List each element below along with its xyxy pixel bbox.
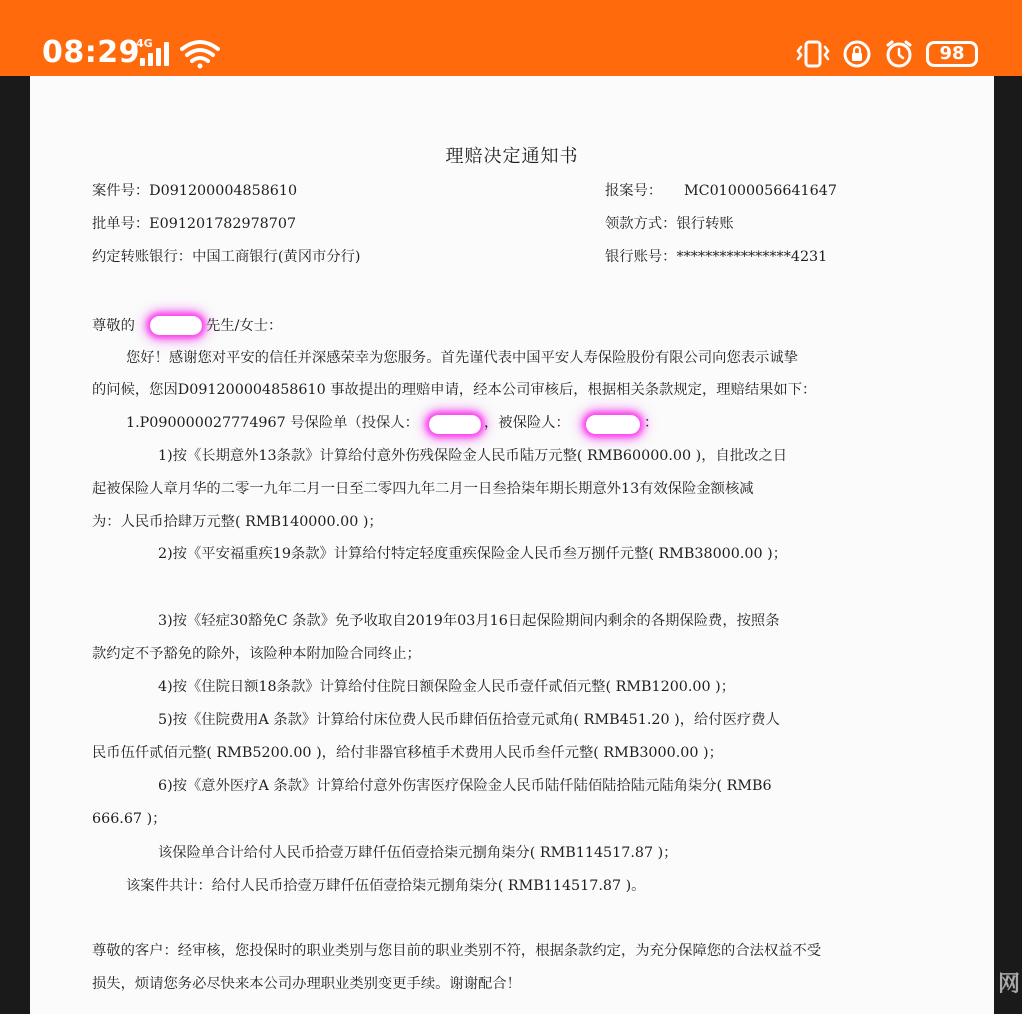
item-6-line-2: 666.67 )； — [92, 811, 167, 827]
report-number-label: 报案号： — [605, 183, 663, 199]
report-number-value: MC01000056641647 — [684, 183, 837, 199]
occupation-notice-line-2: 损失，烦请您务必尽快来本公司办理职业类别变更手续。谢谢配合！ — [92, 976, 521, 992]
claim-decision-document — [30, 76, 994, 1014]
redacted-name-mark — [150, 316, 202, 335]
cellular-wifi-indicator — [136, 36, 228, 72]
item-3-line-2: 款约定不予豁免的除外，该险种本附加险合同终止； — [92, 646, 421, 662]
alarm-icon — [884, 39, 914, 69]
wifi-icon — [182, 42, 218, 69]
policy-total: 该保险单合计给付人民币拾壹万肆仟伍佰壹拾柒元捌角柒分( RMB114517.87 )； — [158, 845, 678, 861]
document-title: 理赔决定通知书 — [445, 146, 579, 167]
item-1-line-1: 1)按《长期意外13条款》计算给付意外伤残保险金人民币陆万元整( RMB60000.00 )，自批改之日 — [158, 448, 788, 464]
status-icons — [796, 36, 978, 72]
item-5-line-2: 民币伍仟贰佰元整( RMB5200.00 )，给付非器官移植手术费用人民币叁仟元整( RMB3000.00 )； — [92, 745, 723, 761]
occupation-notice-line-1: 尊敬的客户：经审核，您投保时的职业类别与您目前的职业类别不符，根据条款约定，为充分保障您的合法权益不受 — [92, 943, 822, 959]
item-3-line-1: 3)按《轻症30豁免C 条款》免予收取自2019年03月16日起保险期间内剩余的各期保险费，按照条 — [158, 613, 780, 629]
case-number: 案件号：D091200004858610 — [92, 183, 298, 199]
item-4: 4)按《住院日额18条款》计算给付住院日额保险金人民币壹仟贰佰元整( RMB1200.00 )； — [158, 679, 736, 695]
rotation-lock-icon — [842, 39, 872, 69]
item-6-line-1: 6)按《意外医疗A 条款》计算给付意外伤害医疗保险金人民币陆仟陆佰陆拾陆元陆角柒分( RMB6 — [158, 778, 772, 794]
bank-account: 银行账号：****************4231 — [605, 249, 828, 265]
salutation-prefix: 尊敬的 — [92, 318, 135, 334]
item-1-line-3: 为：人民币拾肆万元整( RMB140000.00 )； — [92, 514, 383, 530]
policy-line-prefix: 1.P090000027774967 号保险单（投保人： — [126, 415, 419, 431]
salutation-suffix: 先生/女士： — [206, 318, 283, 334]
watermark-logo: 网 — [997, 972, 1020, 997]
policy-line-mid: ，被保险人： — [484, 415, 570, 431]
payment-method: 领款方式：银行转账 — [605, 216, 734, 232]
network-type-label: 4G — [136, 37, 153, 50]
item-2: 2)按《平安福重疾19条款》计算给付特定轻度重疾保险金人民币叁万捌仟元整( RMB38000.00 )； — [158, 546, 788, 562]
redacted-insured-mark — [586, 415, 640, 434]
transfer-bank: 约定转账银行：中国工商银行(黄冈市分行) — [92, 249, 361, 265]
intro-line-1: 您好！感谢您对平安的信任并深感荣幸为您服务。首先谨代表中国平安人寿保险股份有限公司向您表示诚挚 — [126, 350, 798, 366]
policy-line-end: ： — [644, 415, 659, 431]
battery-level: 98 — [939, 43, 965, 64]
redacted-policyholder-mark — [429, 415, 481, 434]
status-bar — [0, 0, 1022, 76]
item-1-line-2: 起被保险人章月华的二零一九年二月一日至二零四九年二月一日叁拾柒年期长期意外13有效保险金额核减 — [92, 481, 754, 497]
intro-line-2: 的问候，您因D091200004858610 事故提出的理赔申请，经本公司审核后，根据相关条款规定，理赔结果如下： — [92, 382, 817, 398]
battery-icon — [926, 41, 978, 67]
case-total: 该案件共计：给付人民币拾壹万肆仟伍佰壹拾柒元捌角柒分( RMB114517.87 )。 — [126, 878, 646, 894]
item-5-line-1: 5)按《住院费用A 条款》计算给付床位费人民币肆佰伍拾壹元贰角( RMB451.20 )，给付医疗费人 — [158, 712, 780, 728]
vibrate-icon — [796, 39, 830, 69]
batch-number: 批单号：E091201782978707 — [92, 216, 297, 232]
clock: 08:29 — [42, 35, 140, 70]
